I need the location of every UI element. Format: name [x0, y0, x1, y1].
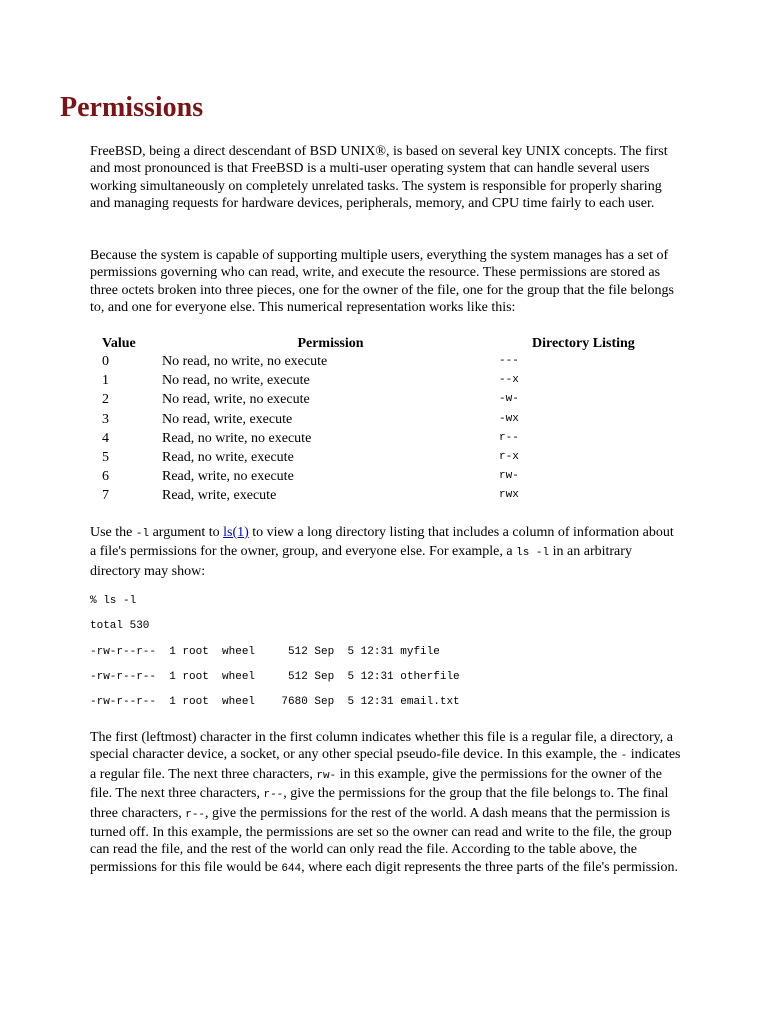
expl-text-2: indicates a regular file. The next three characters,: [90, 747, 681, 782]
table-row: [95, 468, 692, 487]
cell-directory-listing: ---: [499, 355, 519, 367]
directory-listing: [90, 591, 710, 717]
table-row: [95, 391, 692, 410]
table-header-row: [95, 334, 692, 353]
permissions-paragraph: Because the system is capable of supporting multiple users, everything the system manages has a set of permissions governing who can read, write, and execute the resource. These permissions are stored as three octets broken into three pieces, one for the owner of the file, one for the group that the file belongs to, and one for everyone else. This numerical representation works like this:: [90, 248, 674, 316]
intro-paragraph: FreeBSD, being a direct descendant of BSD UNIX®, is based on several key UNIX concepts. The first and most pronounced is that FreeBSD is a multi-user operating system that can handle several users working simultaneously on completely unrelated tasks. The system is responsible for properly sharing and managing requests for hardware devices, peripherals, memory, and CPU time fairly to each user.: [90, 144, 668, 212]
cell-permission: No read, no write, no execute: [162, 354, 328, 369]
code-group-perms: r--: [263, 789, 284, 802]
ls-text-end: in an arbitrary directory may show:: [90, 544, 632, 579]
cell-value: 7: [102, 488, 109, 504]
listing-line: -rw-r--r-- 1 root wheel 512 Sep 5 12:31 myfile: [90, 645, 440, 658]
ls-text-mid: argument to: [149, 525, 224, 540]
ls-manpage-link[interactable]: ls(1): [223, 525, 249, 540]
cell-directory-listing: -w-: [499, 393, 519, 406]
header-value: Value: [102, 335, 136, 351]
cell-value: 2: [102, 392, 109, 408]
cell-value: 3: [102, 411, 109, 427]
listing-line: % ls -l: [90, 595, 137, 607]
listing-line: -rw-r--r-- 1 root wheel 7680 Sep 5 12:31 email.txt: [90, 696, 460, 709]
cell-directory-listing: --x: [499, 374, 519, 387]
cell-directory-listing: rw-: [499, 470, 519, 483]
cell-value: 0: [102, 354, 109, 369]
expl-text-6: , where each digit represents the three parts of the file's permission.: [301, 859, 679, 875]
code-world-perms: r--: [185, 808, 206, 821]
ls-text-after: to view a long directory listing that includes a column of information about a file's permissions for the owner, group, and everyone else. For example, a: [90, 525, 674, 560]
table-row: [95, 353, 692, 372]
cell-permission: No read, write, no execute: [162, 392, 310, 408]
table-row: [95, 487, 692, 506]
listing-line: -rw-r--r-- 1 root wheel 512 Sep 5 12:31 otherfile: [90, 670, 460, 683]
cell-permission: Read, no write, execute: [162, 449, 294, 465]
header-directory-listing: Directory Listing: [532, 335, 635, 351]
expl-text-1: The first (leftmost) character in the first column indicates whether this file is a regular file, a directory, a special character device, a socket, or any other special pseudo-file device. In this example, the: [90, 730, 673, 763]
page-title: Permissions: [60, 92, 204, 123]
table-row: [95, 449, 692, 468]
header-permission: Permission: [297, 335, 364, 351]
listing-line: total 530: [90, 620, 150, 633]
expl-text-4: , give the permissions for the group that the file belongs to. The final three characters,: [90, 786, 669, 821]
permissions-table: [95, 334, 692, 507]
code-l-flag: -l: [135, 528, 150, 540]
cell-permission: Read, write, no execute: [162, 469, 294, 485]
cell-directory-listing: rwx: [499, 489, 519, 502]
code-dash: -: [620, 750, 628, 763]
cell-directory-listing: r-x: [499, 450, 519, 463]
cell-permission: No read, no write, execute: [162, 373, 310, 389]
cell-directory-listing: r--: [499, 431, 519, 444]
ls-paragraph: [90, 524, 682, 580]
expl-text-3: in this example, give the permissions for the owner of the file. The next three characters,: [90, 766, 662, 802]
explanation-paragraph: [90, 729, 682, 878]
permissions-table-body: [95, 353, 692, 507]
code-owner-perms: rw-: [316, 769, 337, 782]
cell-directory-listing: -wx: [499, 412, 519, 425]
expl-text-5: , give the permissions for the rest of the world. A dash means that the permission is turned off. In this example, the permissions are set so the owner can read and write to the file, the group can read the file, and the rest of the world can only read the file. According to the table above, the permissions for this file would be: [90, 805, 672, 875]
cell-permission: Read, no write, no execute: [162, 430, 312, 446]
cell-permission: Read, write, execute: [162, 488, 277, 504]
cell-value: 1: [102, 373, 109, 389]
cell-value: 6: [102, 469, 109, 485]
cell-permission: No read, write, execute: [162, 411, 293, 427]
code-octal: 644: [281, 862, 302, 875]
cell-value: 4: [102, 430, 109, 446]
table-row: [95, 430, 692, 449]
table-row: [95, 411, 692, 430]
code-ls-command: ls -l: [516, 547, 550, 560]
cell-value: 5: [102, 449, 109, 465]
ls-text-before: Use the: [90, 525, 136, 540]
table-row: [95, 372, 692, 391]
